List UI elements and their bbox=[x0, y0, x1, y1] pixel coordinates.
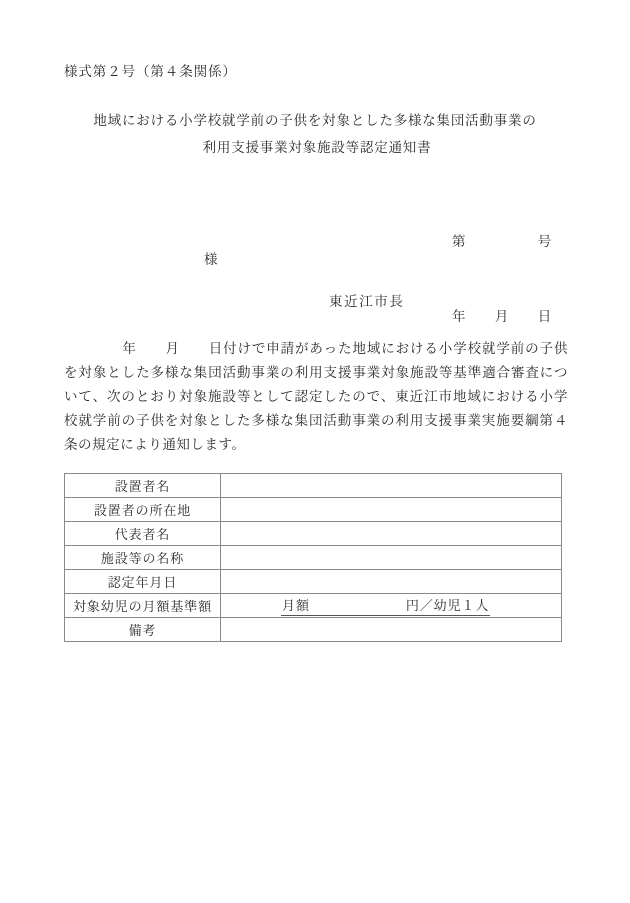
row-label-establisher-name: 設置者名 bbox=[65, 474, 221, 498]
body-paragraph bbox=[64, 337, 568, 457]
row-label-remarks: 備考 bbox=[65, 618, 221, 642]
body-rest-text: とした多様な集団活動事業の利用支援事業対象施設等基準適合審査について、次のとおり対象施設等として認定したので、東近江市地域における小学校就学前の子供を対象とした多様な集団活動事業の利用支援事業実施要綱第４条の規定により通知します。 bbox=[64, 365, 568, 453]
table-row bbox=[65, 474, 562, 498]
document-title-line-1: 地域における小学校就学前の子供を対象とした多様な集団活動事業の bbox=[93, 113, 537, 129]
table-row bbox=[65, 594, 562, 618]
document-title-line-2: 利用支援事業対象施設等認定通知書 bbox=[202, 140, 432, 156]
row-value-monthly-standard-amount[interactable] bbox=[221, 594, 562, 618]
row-label-monthly-standard-amount: 対象幼児の月額基準額 bbox=[65, 594, 221, 618]
table-row bbox=[65, 570, 562, 594]
certification-info-table bbox=[64, 473, 562, 642]
row-value-establisher-name[interactable] bbox=[221, 474, 562, 498]
addressee-line: 様 bbox=[204, 252, 219, 268]
row-value-certification-date[interactable] bbox=[221, 570, 562, 594]
body-lead-date: 年 月 日付けで申請があった地域における小学校就学前の子供を対象 bbox=[64, 341, 568, 381]
row-label-establisher-address: 設置者の所在地 bbox=[65, 498, 221, 522]
row-label-certification-date: 認定年月日 bbox=[65, 570, 221, 594]
monthly-amount-prefix: 月額 bbox=[282, 599, 310, 614]
document-number-line: 第 号 bbox=[452, 234, 553, 250]
document-title bbox=[0, 108, 630, 162]
row-value-establisher-address[interactable] bbox=[221, 498, 562, 522]
table-row bbox=[65, 498, 562, 522]
monthly-amount-blank[interactable] bbox=[281, 595, 490, 616]
row-value-remarks[interactable] bbox=[221, 618, 562, 642]
row-value-representative-name[interactable] bbox=[221, 522, 562, 546]
table-row bbox=[65, 546, 562, 570]
table-row bbox=[65, 522, 562, 546]
form-number-header: 様式第２号（第４条関係） bbox=[64, 64, 237, 80]
row-value-facility-name[interactable] bbox=[221, 546, 562, 570]
row-label-representative-name: 代表者名 bbox=[65, 522, 221, 546]
row-label-facility-name: 施設等の名称 bbox=[65, 546, 221, 570]
document-date-line: 年 月 日 bbox=[452, 309, 553, 325]
issuer-name: 東近江市長 bbox=[329, 294, 405, 310]
table-row bbox=[65, 618, 562, 642]
monthly-amount-suffix: 円／幼児１人 bbox=[405, 599, 490, 614]
